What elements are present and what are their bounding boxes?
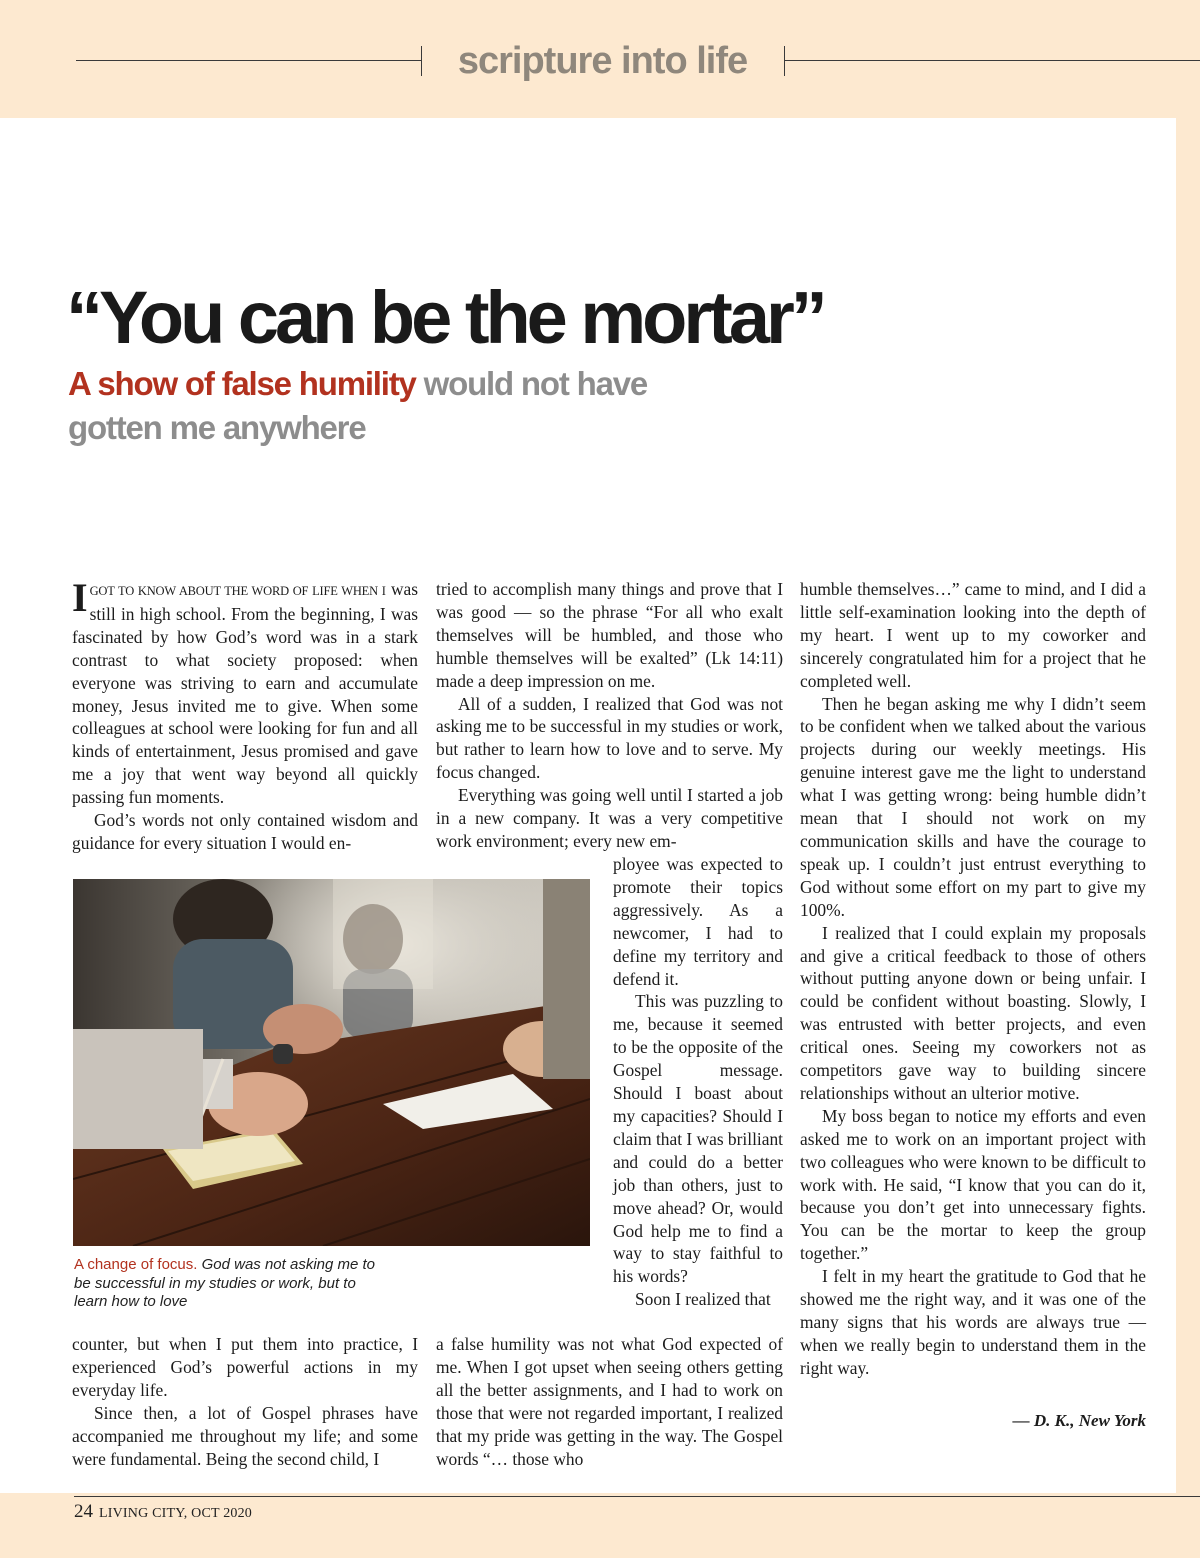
paragraph: Everything was going well until I started a job in a new company. It was a very competitive work environment; every new em-	[436, 785, 783, 851]
header-rule-right-tick	[784, 46, 785, 76]
section-title: scripture into life	[457, 40, 748, 82]
column-2-bottom	[436, 1333, 783, 1470]
paragraph: Soon I realized that	[635, 1289, 771, 1310]
lead-in-caps: GOT TO KNOW ABOUT THE WORD OF LIFE WHEN I	[89, 584, 386, 598]
paragraph: counter, but when I put them into practice, I experienced God’s powerful actions in my everyday life.	[72, 1334, 418, 1400]
paragraph: ployee was expected to promote their topics aggressively. As a newcomer, I had to define my territory and defend it.	[613, 854, 783, 989]
paragraph: My boss began to notice my efforts and even asked me to work on an important project with two colleagues who were known to be difficult to work with. He said, “I know that you can do it, because you don’t get into unnecessary fights. You can be the mortar to keep the group together.”	[800, 1105, 1146, 1264]
page-footer	[74, 1501, 252, 1523]
paragraph: I realized that I could explain my proposals and give a critical feedback to those of others without putting anyone down or being unfair. I could be confident without boasting. Slowly, I was entrusted with better projects, and even critical ones. Seeing my coworkers not as competitors gave way to building sincere relationships without an ulterior motive.	[800, 922, 1146, 1103]
page-number: 24	[74, 1501, 93, 1522]
paragraph: humble themselves…” came to mind, and I did a little self-examination looking into the depth of my heart. I went up to my coworker and sincerely congratulated him for a project that he completed well.	[800, 579, 1146, 691]
subhead-accent: A show of false humility	[68, 365, 416, 402]
paragraph: All of a sudden, I realized that God was not asking me to be successful in my studies or work, but rather to learn how to love and to serve. My focus changed.	[436, 693, 783, 783]
publication-info: LIVING CITY, OCT 2020	[99, 1506, 253, 1521]
header-rule-right	[785, 60, 1200, 61]
footer-rule	[74, 1496, 1200, 1497]
column-2-narrow	[613, 853, 783, 1311]
paragraph: Then he began asking me why I didn’t seem to be confident when we talked about the various projects during our weekly meetings. His genuine interest gave me the light to understand what I was getting wrong: being humble didn’t mean that I should not work on my communication skills and have the courage to speak up. I couldn’t just entrust everything to God without some effort on my part to give my 100%.	[800, 693, 1146, 920]
paragraph-text: was still in high school. From the beginning, I was fascinated by how God’s word was in a stark contrast to what society proposed: when everyone was striving to earn and accumulate money, Jesus invited me to give. When some colleagues at school were looking for fun and all kinds of entertainment, Jesus promised and gave me a joy that went way beyond all quickly passing fun moments.	[72, 579, 418, 808]
caption-text: God was not asking me to be successful in my studies or work, but to learn how to love	[74, 1256, 376, 1310]
paragraph: a false humility was not what God expected of me. When I got upset when seeing others getting all the better assignments, and I had to work on those that were not regarded important, I realized that my pride was getting in the way. The Gospel words “… those who	[436, 1334, 783, 1469]
paragraph: Since then, a lot of Gospel phrases have accompanied me throughout my life; and some were fundamental. Being the second child, I	[72, 1402, 418, 1469]
paragraph: This was puzzling to me, because it seemed to be the opposite of the Gospel message. Should I boast about my capacities? Should I claim that I was brilliant and could do a better job than others, just to move ahead? Or, would God help me to find a way to stay faithful to his words?	[613, 991, 783, 1287]
paragraph: God’s words not only contained wisdom and guidance for every situation I would en-	[72, 810, 418, 853]
paragraph	[72, 575, 418, 809]
subhead-rest: would not have gotten me anywhere	[68, 365, 648, 446]
paragraph: tried to accomplish many things and prove that I was good — so the phrase “For all who exalt themselves will be humbled, and those who humble themselves will be exalted” (Lk 14:11) made a deep impression on me.	[436, 579, 783, 691]
paragraph: I felt in my heart the gratitude to God that he showed me the right way, and it was one of the many signs that his words are always true — when we really begin to understand them in the right way.	[800, 1266, 1146, 1378]
column-1-top	[72, 575, 418, 855]
caption-lead: A change of focus.	[74, 1256, 198, 1273]
meeting-table-photo	[73, 879, 590, 1246]
column-3	[800, 578, 1146, 1380]
column-1-bottom	[72, 1333, 418, 1470]
article-subhead	[68, 362, 688, 450]
header-rule-left-tick	[421, 46, 422, 76]
photo-caption	[74, 1256, 384, 1312]
header-rule-left	[76, 60, 421, 61]
drop-cap: I	[72, 575, 88, 620]
author-signature: — D. K., New York	[1012, 1411, 1146, 1430]
article-headline: “You can be the mortar”	[66, 276, 824, 359]
column-2-top	[436, 578, 783, 853]
article-photo	[73, 879, 590, 1246]
